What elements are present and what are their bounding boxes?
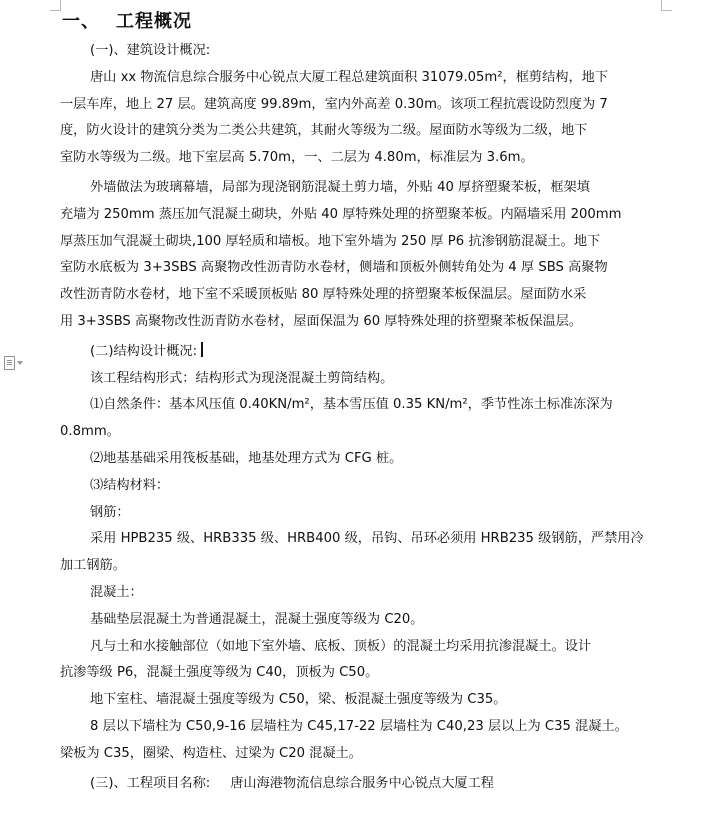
text-cursor — [201, 342, 203, 357]
paragraph-line: 8 层以下墙柱为 C50,9-16 层墙柱为 C45,17-22 层墙柱为 C40,23 层以上为 C35 混凝土。 — [90, 718, 628, 734]
document-page[interactable] — [60, 8, 660, 797]
paragraph-line: 厚蒸压加气混凝土砌块,100 厚轻质和墙板。地下室外墙为 250 厚 P6 抗渗钢筋混凝土。地下 — [60, 233, 601, 249]
heading-text: 工程概况 — [116, 11, 192, 32]
project-name-label: (三)、工程项目名称: — [90, 775, 211, 791]
paragraph-line: 钢筋： — [90, 504, 130, 520]
paragraph-line: 地下室柱、墙混凝土强度等级为 C50，梁、板混凝土强度等级为 C35。 — [90, 692, 507, 708]
project-name-line — [60, 771, 660, 798]
heading-number: 一、 — [62, 11, 100, 32]
paragraph-line: 采用 HPB235 级、HRB335 级、HRB400 级，吊钩、吊环必须用 HRB235 级钢筋，严禁用冷 — [90, 531, 644, 547]
paragraph-line: 室防水底板为 3+3SBS 高聚物改性沥青防水卷材，侧墙和顶板外侧转角处为 4 厚 SBS 高聚物 — [60, 260, 608, 276]
paragraph-line: 一层车库，地上 27 层。建筑高度 99.89m，室内外高差 0.30m。该项工程抗震设防烈度为 7 — [60, 96, 608, 112]
paragraph-line: ⑴自然条件：基本风压值 0.40KN/m²，基本雪压值 0.35 KN/m²，季节性冻土标准冻深为 — [90, 397, 613, 413]
paragraph-line: 0.8mm。 — [60, 424, 120, 440]
paragraph-line: 外墙做法为玻璃幕墙，局部为现浇钢筋混凝土剪力墙，外贴 40 厚挤塑聚苯板，框架填 — [90, 179, 590, 195]
paragraph-line: ⑵地基基础采用筏板基础，地基处理方式为 CFG 桩。 — [90, 450, 403, 466]
paragraph-line: 用 3+3SBS 高聚物改性沥青防水卷材，屋面保温为 60 厚特殊处理的挤塑聚苯板保温层。 — [60, 313, 583, 329]
crop-mark-top-right — [661, 0, 672, 11]
paragraph-line: 抗渗等级 P6，混凝土强度等级为 C40，顶板为 C50。 — [60, 665, 379, 681]
section-heading — [62, 8, 660, 38]
paragraph-line: 梁板为 C35，圈梁、构造柱、过梁为 C20 混凝土。 — [60, 745, 362, 761]
paragraph-line: 室防水等级为二级。地下室层高 5.70m，一、二层为 4.80m，标准层为 3.6m。 — [60, 150, 534, 166]
paragraph-line: 基础垫层混凝土为普通混凝土，混凝土强度等级为 C20。 — [90, 611, 424, 627]
paragraph-line: 充墙为 250mm 蒸压加气混凝土砌块，外贴 40 厚特殊处理的挤塑聚苯板。内隔墙采用 200mm — [60, 206, 622, 222]
paragraph-line: ⑶结构材料： — [90, 477, 170, 493]
paragraph-line: 唐山 xx 物流信息综合服务中心锐点大厦工程总建筑面积 31079.05m²，框剪结构，地下 — [90, 69, 609, 85]
subsection-title[interactable]: (二)结构设计概况: — [60, 339, 660, 366]
paragraph-line: 混凝土： — [90, 584, 143, 600]
document-icon — [4, 356, 15, 370]
chevron-down-icon — [17, 361, 23, 365]
paragraph-line: 加工钢筋。 — [60, 558, 126, 574]
project-name-value: 唐山海港物流信息综合服务中心锐点大厦工程 — [230, 775, 494, 791]
paragraph-line: 凡与土和水接触部位（如地下室外墙、底板、顶板）的混凝土均采用抗渗混凝土。设计 — [90, 638, 592, 654]
paragraph-line: 度，防火设计的建筑分类为二类公共建筑，其耐火等级为二级。屋面防水等级为二级，地下 — [60, 123, 588, 139]
paragraph-options-button[interactable] — [4, 355, 30, 371]
subsection-title: (一)、建筑设计概况: — [90, 43, 211, 58]
paragraph-line: 该工程结构形式：结构形式为现浇混凝土剪筒结构。 — [90, 370, 394, 386]
paragraph-line: 改性沥青防水卷材，地下室不采暖顶板贴 80 厚特殊处理的挤塑聚苯板保温层。屋面防水采 — [60, 287, 587, 303]
